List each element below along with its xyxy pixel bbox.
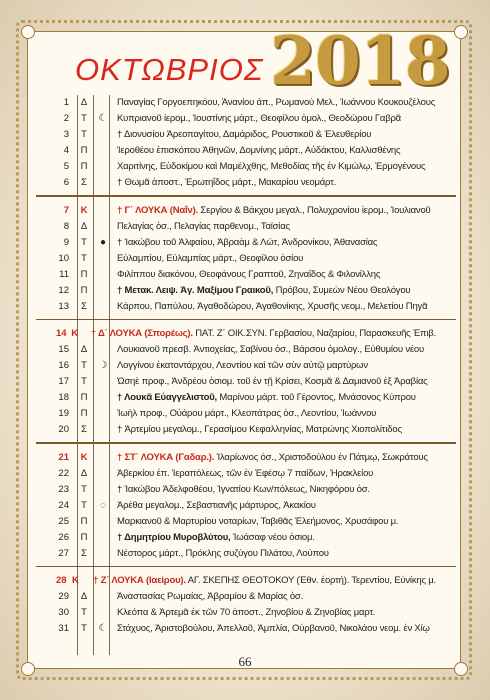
saints-list: Ὡσηὲ προφ., Ἀνδρέου ὁσιομ. τοῦ ἐν τῇ Κρίσει, Κοσμᾶ & Δαμιανοῦ ἐξ Ἀραβίας: [117, 376, 428, 387]
day-row: [56, 127, 436, 143]
saints-list: Ἱλαρίωνος ὁσ., Χριστοδούλου ἐν Πάτμῳ, Σωκράτους: [214, 451, 428, 463]
saints-list: Στάχυος, Ἀριστοβούλου, Ἀπελλοῦ, Ἀμπλία, Οὐρβανοῦ, Νικολάου νεομ. ἐν Χίῳ: [117, 623, 430, 634]
weekday-letter: Δ: [80, 591, 88, 602]
weekday-letter: Τ: [81, 623, 87, 634]
feast-text: [111, 374, 436, 390]
feast-text: [111, 358, 436, 374]
weekday-letter: Π: [80, 531, 88, 543]
weekday-letter: Τ: [81, 129, 87, 140]
major-feast-title: † Μετακ. Λειψ. Ἁγ. Μαξίμου Γραικοῦ,: [117, 284, 274, 296]
saints-list: Χαριτίνης, Εὐδοκίμου καὶ Μαμέλχθης, Μεθοδίας τῆς ἐν Κιμώλῳ, Ἑρμογένους: [117, 161, 426, 172]
saints-list: Πρόβου, Συμεὼν Νέου Θεολόγου: [273, 284, 411, 296]
saints-list: Ἰωάσαφ νέου ὁσιομ.: [230, 531, 315, 543]
weekday-letter: Δ: [80, 220, 88, 232]
saints-list: Ἰωὴλ προφ., Οὐάρου μάρτ., Κλεοπάτρας ὁσ., Λεοντίου, Ἰωάννου: [117, 408, 377, 419]
feast-text: [111, 342, 436, 358]
day-number: 12: [58, 284, 69, 296]
weekday-letter: Τ: [81, 607, 87, 618]
feast-text: [111, 251, 436, 267]
feast-text: [111, 466, 436, 482]
feast-text: [111, 159, 436, 175]
weekday-letter: Σ: [81, 300, 87, 312]
weekday-letter: Π: [80, 268, 88, 280]
weekday-letter: Τ: [81, 236, 87, 248]
weekday-letter: Κ: [71, 575, 79, 586]
weekday-letter: Π: [80, 161, 88, 172]
feast-text: [111, 111, 436, 127]
saints-list: Ἀναστασίας Ρωμαίας, Ἀβραμίου & Μαρίας ὁσ.: [117, 591, 304, 602]
moon-phase-icon: ☾: [98, 623, 108, 634]
weekday-letter: Τ: [81, 499, 87, 511]
moon-phase-icon: ☾: [98, 113, 108, 124]
feast-text: [111, 299, 436, 315]
day-number: 17: [58, 376, 69, 387]
saints-list: Κυπριανοῦ ἱερομ., Ἰουστίνης μάρτ., Θεοφίλου ὁμολ., Θεοδώρου Γαβρᾶ: [117, 113, 401, 124]
page-number: 66: [238, 654, 252, 669]
weekday-letter: Κ: [80, 451, 88, 463]
saints-list: Ἱεροθέου ἐπισκόπου Ἀθηνῶν, Δομνίνης μάρτ., Αὐδάκτου, Καλλισθένης: [117, 145, 401, 156]
calendar-week: [56, 573, 436, 637]
weekday-letter: Σ: [81, 424, 87, 435]
day-row: [56, 267, 436, 283]
weekday-letter: Δ: [80, 97, 88, 108]
day-number: 13: [58, 300, 69, 312]
saints-list: † Διονυσίου Ἀρεοπαγίτου, Δαμάριδος, Ρουστικοῦ & Ἐλευθερίου: [117, 129, 372, 140]
day-number: 20: [58, 424, 69, 435]
day-row: [56, 589, 436, 605]
frame-corner-ornament: [21, 25, 35, 39]
saints-list: Μαρίνου μάρτ. τοῦ Γέροντος, Μνάσονος Κύπρου: [216, 392, 416, 403]
moon-phase-icon: ☽: [98, 360, 108, 371]
weekday-letter: Π: [80, 515, 88, 527]
month-title: ΟΚΤΩΒΡΙΟΣ: [75, 52, 264, 87]
saints-list: ΑΓ. ΣΚΕΠΗΣ ΘΕΟΤΟΚΟΥ (Ἐθν. ἑορτή). Τερεντίου, Εὐνίκης μ.: [185, 575, 436, 586]
day-row: [56, 342, 436, 358]
saints-list: ΠΑΤ. Ζ΄ ΟΙΚ.ΣΥΝ. Γερβασίου, Ναζαρίου, Παρασκευῆς Ἐπιβ.: [192, 328, 436, 339]
day-row: [56, 466, 436, 482]
saints-list: † Θωμᾶ ἀποστ., Ἐρωτηΐδος μάρτ., Μακαρίου νεομάρτ.: [117, 177, 337, 188]
saints-list: † Ἰακώβου τοῦ Ἀλφαίου, Ἀβραὰμ & Λώτ, Ἀνδρονίκου, Ἀθανασίας: [117, 236, 378, 248]
day-number: 21: [58, 451, 69, 463]
feast-text: [111, 390, 436, 406]
feast-text: [111, 283, 436, 299]
weekday-letter: Τ: [81, 252, 87, 264]
feast-text: [111, 589, 436, 605]
feast-text: [85, 326, 436, 342]
saints-list: Ἀβερκίου ἐπ. Ἱεραπόλεως, τῶν ἐν Ἐφέσῳ 7 παίδων, Ἡρακλείου: [117, 467, 374, 479]
weekday-letter: Τ: [81, 376, 87, 387]
day-number: 26: [58, 531, 69, 543]
feast-text: [111, 219, 436, 235]
day-row: [56, 219, 436, 235]
day-row: [56, 482, 436, 498]
day-row: [56, 235, 436, 251]
day-number: 29: [58, 591, 69, 602]
day-number: 28: [56, 575, 67, 586]
saints-list: Εὐλαμπίου, Εὐλαμπίας μάρτ., Θεοφίλου ὁσίου: [117, 252, 304, 264]
day-number: 27: [58, 547, 69, 559]
feast-text: [111, 605, 436, 621]
calendar-week: [56, 326, 436, 438]
day-row: [56, 283, 436, 299]
day-number: 9: [63, 236, 69, 248]
feast-text: [111, 482, 436, 498]
week-separator: [36, 442, 456, 444]
saints-list: Φιλίππου διακόνου, Θεοφάνους Γραπτοῦ, Ζηναΐδος & Φιλονίλλης: [117, 268, 381, 280]
sunday-feast-title: † Ζ΄ ΛΟΥΚΑ (Ιαείρου).: [93, 575, 186, 586]
day-number: 16: [58, 360, 69, 371]
weekday-letter: Κ: [71, 328, 79, 339]
feast-text: [111, 127, 436, 143]
saints-list: Κάρπου, Παπύλου, Ἀγαθοδώρου, Ἀγαθονίκης, Χρυσῆς νεομ., Μελετίου Πηγᾶ: [117, 300, 428, 312]
weekday-letter: Π: [80, 284, 88, 296]
weekday-letter: Π: [80, 392, 88, 403]
feast-text: [111, 530, 436, 546]
day-number: 22: [58, 467, 69, 479]
feast-text: [111, 422, 436, 438]
saints-list: Παναγίας Γοργοεπηκόου, Άνανίου άπ., Ρωμανού Μελ., Ἰωάννου Κουκουζέλους: [117, 97, 436, 108]
day-row: [56, 406, 436, 422]
day-number: 1: [63, 97, 69, 108]
feast-text: [111, 546, 436, 562]
day-number: 23: [58, 483, 69, 495]
saints-list: † Ἀρτεμίου μεγαλομ., Γερασίμου Κεφαλληνίας, Ματρώνης Χιοπολίτιδος: [117, 424, 402, 435]
day-row: [56, 326, 436, 342]
weekday-letter: Τ: [81, 113, 87, 124]
week-separator: [36, 319, 456, 321]
day-number: 19: [58, 408, 69, 419]
day-number: 6: [63, 177, 69, 188]
weekday-letter: Σ: [81, 177, 87, 188]
day-number: 10: [58, 252, 69, 264]
day-row: [56, 498, 436, 514]
saints-list: Μαρκιανοῦ & Μαρτυρίου νοταρίων, Ταβιθᾶς Ἐλεήμονος, Χρυσάφου μ.: [117, 515, 399, 527]
sunday-feast-title: † Δ΄ ΛΟΥΚΑ (Σπορέως).: [90, 328, 193, 339]
feast-text: [111, 235, 436, 251]
feast-text: [111, 450, 436, 466]
day-number: 31: [58, 623, 69, 634]
feast-text: [111, 621, 436, 637]
weekday-letter: Σ: [81, 547, 87, 559]
sunday-feast-title: † ΣΤ΄ ΛΟΥΚΑ (Γαδαρ.).: [117, 451, 215, 463]
day-row: [56, 546, 436, 562]
day-number: 5: [63, 161, 69, 172]
saints-list: Λουκιανοῦ πρεσβ. Ἀντιοχείας, Σαβίνου ὁσ., Βάρσου ὁμολογ., Εὐθυμίου νέου: [117, 344, 424, 355]
moon-phase-icon: ◌: [100, 499, 106, 511]
day-row: [56, 111, 436, 127]
day-number: 15: [58, 344, 69, 355]
day-row: [56, 251, 436, 267]
day-number: 4: [63, 145, 69, 156]
day-row: [56, 605, 436, 621]
feast-text: [111, 95, 436, 111]
weekday-letter: Π: [80, 408, 88, 419]
day-row: [56, 358, 436, 374]
day-number: 24: [58, 499, 69, 511]
feast-text: [111, 498, 436, 514]
weekday-letter: Π: [80, 145, 88, 156]
day-row: [56, 374, 436, 390]
calendar-week: [56, 450, 436, 562]
calendar-list: [56, 95, 436, 637]
saints-list: Νέστορος μάρτ., Πρόκλης συζύγου Πιλάτου, Λούπου: [117, 547, 329, 559]
sunday-feast-title: † Γ΄ ΛΟΥΚΑ (Ναΐν).: [117, 204, 198, 216]
saints-list: Πελαγίας ὁσ., Πελαγίας παρθενομ., Ταϊσίας: [117, 220, 290, 232]
day-row: [56, 299, 436, 315]
weekday-letter: Κ: [80, 204, 88, 216]
major-feast-title: † Λουκᾶ Εὐαγγελιστοῦ,: [117, 392, 217, 403]
day-row: [56, 175, 436, 191]
day-number: 30: [58, 607, 69, 618]
day-row: [56, 143, 436, 159]
day-number: 2: [63, 113, 69, 124]
saints-list: Λογγίνου ἑκατοντάρχου, Λεοντίου καὶ τῶν σὺν αὐτῷ μαρτύρων: [117, 360, 368, 371]
feast-text: [111, 175, 436, 191]
day-row: [56, 621, 436, 637]
day-number: 11: [59, 268, 69, 280]
calendar-week: [56, 95, 436, 191]
saints-list: Κλεόπα & Ἀρτεμᾶ ἐκ τῶν 70 ἀποστ., Ζηνοβίου & Ζηνοβίας μαρτ.: [117, 607, 376, 618]
saints-list: Ἀρέθα μεγαλομ., Σεβαστιανῆς μάρτυρος, Ἀκακίου: [117, 499, 316, 511]
day-row: [56, 390, 436, 406]
day-number: 7: [63, 204, 69, 216]
feast-text: [111, 267, 436, 283]
day-number: 8: [63, 220, 69, 232]
day-number: 18: [58, 392, 69, 403]
saints-list: † Ἰακώβου Ἀδελφοθέου, Ἰγνατίου Κων/πόλεως, Νικηφόρου ὁσ.: [117, 483, 370, 495]
calendar-week: [56, 203, 436, 315]
day-row: [56, 422, 436, 438]
day-row: [56, 95, 436, 111]
feast-text: [111, 143, 436, 159]
feast-text: [111, 514, 436, 530]
major-feast-title: † Δημητρίου Μυροβλύτου,: [117, 531, 231, 543]
day-number: 3: [63, 129, 69, 140]
week-separator: [36, 195, 456, 197]
day-row: [56, 450, 436, 466]
year-title: 2018: [270, 22, 450, 100]
day-row: [56, 159, 436, 175]
weekday-letter: Τ: [81, 483, 87, 495]
day-row: [56, 573, 436, 589]
day-number: 25: [58, 515, 69, 527]
moon-phase-icon: ●: [99, 236, 107, 248]
feast-text: [111, 406, 436, 422]
feast-text: [87, 573, 436, 589]
week-separator: [36, 566, 456, 568]
weekday-letter: Τ: [81, 360, 87, 371]
feast-text: [111, 203, 436, 219]
day-number: 14: [56, 328, 67, 339]
weekday-letter: Δ: [80, 344, 88, 355]
saints-list: Σεργίου & Βάκχου μεγαλ., Πολυχρονίου ἱερομ., Ἰουλιανοῦ: [197, 204, 431, 216]
day-row: [56, 514, 436, 530]
day-row: [56, 203, 436, 219]
weekday-letter: Δ: [80, 467, 88, 479]
frame-corner-ornament: [454, 25, 468, 39]
day-row: [56, 530, 436, 546]
